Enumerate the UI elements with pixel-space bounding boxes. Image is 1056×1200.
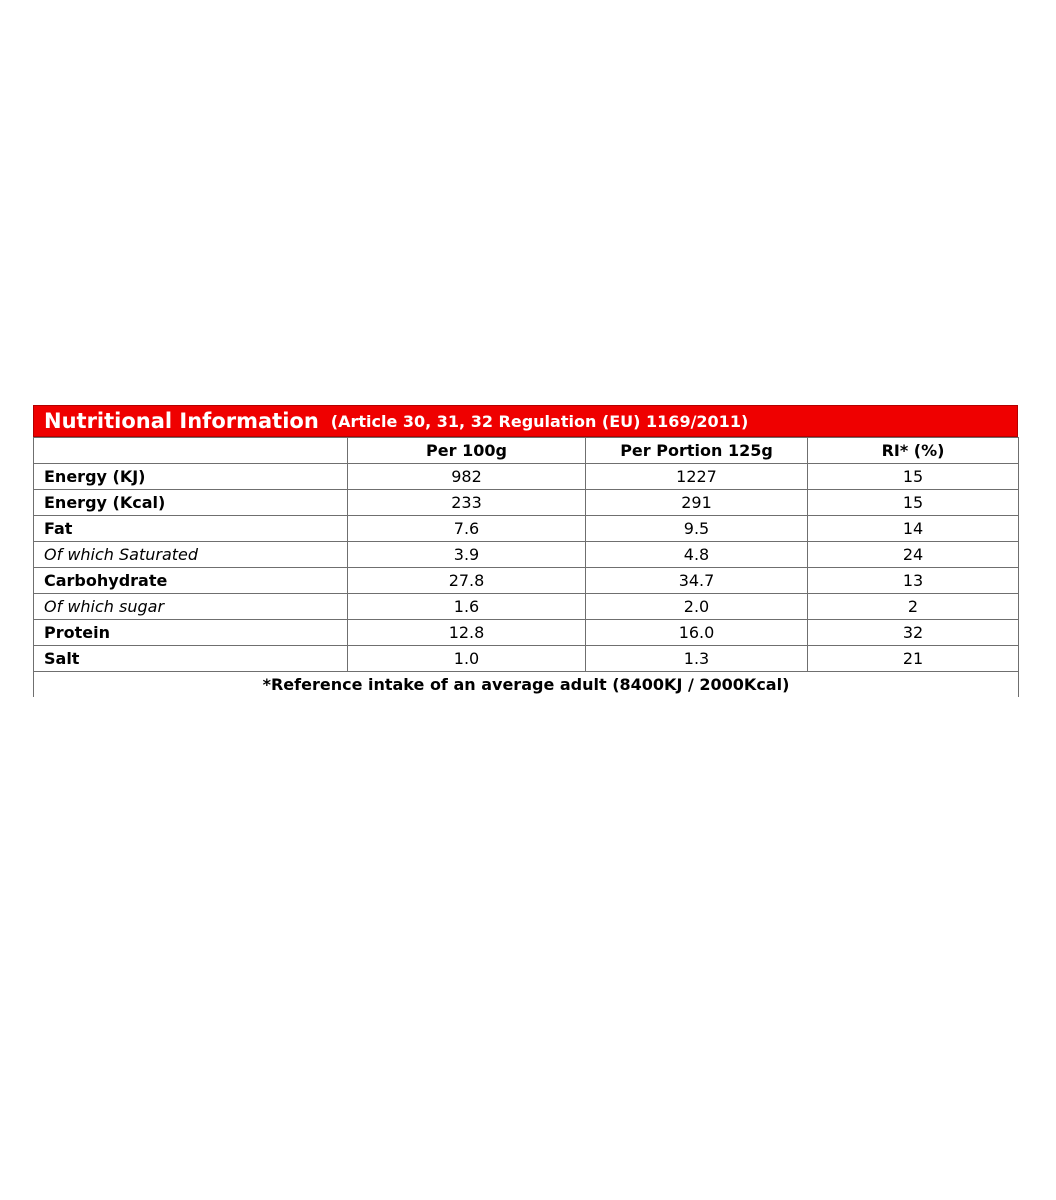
nutrient-name: Energy (Kcal) [34, 490, 348, 516]
per-100g-value: 1.0 [348, 646, 586, 672]
table-row [34, 620, 1019, 646]
ri-value: 24 [808, 542, 1019, 568]
footnote-row [34, 672, 1019, 698]
ri-value: 32 [808, 620, 1019, 646]
per-portion-value: 9.5 [586, 516, 808, 542]
ri-value: 15 [808, 464, 1019, 490]
column-header-ri: RI* (%) [808, 438, 1019, 464]
ri-value: 15 [808, 490, 1019, 516]
nutrition-table [33, 437, 1019, 697]
table-row [34, 568, 1019, 594]
column-header-per-100g: Per 100g [348, 438, 586, 464]
title-bar [33, 405, 1018, 437]
per-portion-value: 1.3 [586, 646, 808, 672]
table-row [34, 594, 1019, 620]
title-subtitle: (Article 30, 31, 32 Regulation (EU) 1169/2011) [330, 412, 749, 431]
per-portion-value: 291 [586, 490, 808, 516]
per-portion-value: 1227 [586, 464, 808, 490]
per-portion-value: 16.0 [586, 620, 808, 646]
per-100g-value: 982 [348, 464, 586, 490]
table-row [34, 464, 1019, 490]
nutrient-name: Salt [34, 646, 348, 672]
column-header-per-portion: Per Portion 125g [586, 438, 808, 464]
table-row [34, 542, 1019, 568]
per-100g-value: 233 [348, 490, 586, 516]
column-header-nutrient [34, 438, 348, 464]
per-portion-value: 4.8 [586, 542, 808, 568]
nutrient-name: Of which Saturated [34, 542, 348, 568]
per-portion-value: 2.0 [586, 594, 808, 620]
per-100g-value: 3.9 [348, 542, 586, 568]
ri-value: 21 [808, 646, 1019, 672]
ri-value: 13 [808, 568, 1019, 594]
ri-value: 14 [808, 516, 1019, 542]
table-row [34, 646, 1019, 672]
per-100g-value: 12.8 [348, 620, 586, 646]
per-100g-value: 1.6 [348, 594, 586, 620]
header-row [34, 438, 1019, 464]
nutrient-name: Carbohydrate [34, 568, 348, 594]
table-row [34, 490, 1019, 516]
per-100g-value: 27.8 [348, 568, 586, 594]
footnote: *Reference intake of an average adult (8400KJ / 2000Kcal) [34, 672, 1019, 698]
ri-value: 2 [808, 594, 1019, 620]
nutrition-label [33, 405, 1018, 697]
per-100g-value: 7.6 [348, 516, 586, 542]
title-main: Nutritional Information [44, 409, 319, 433]
nutrient-name: Protein [34, 620, 348, 646]
per-portion-value: 34.7 [586, 568, 808, 594]
nutrient-name: Of which sugar [34, 594, 348, 620]
table-row [34, 516, 1019, 542]
nutrient-name: Fat [34, 516, 348, 542]
nutrient-name: Energy (KJ) [34, 464, 348, 490]
